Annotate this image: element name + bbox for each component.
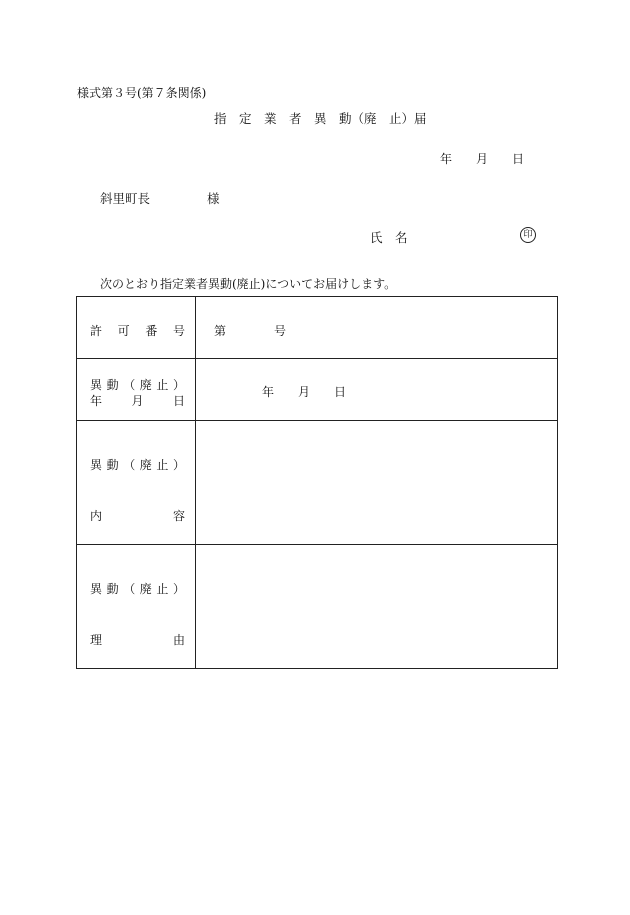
change-content-label-cell — [77, 421, 196, 545]
permit-number-prefix: 第 — [214, 324, 227, 338]
change-reason-label-b: 由 — [172, 633, 185, 647]
change-date-label-line2: 年月日 — [90, 394, 185, 408]
table-row — [77, 297, 558, 359]
change-date-label-line1: 異動（廃止） — [90, 378, 185, 392]
change-content-label-b: 容 — [172, 509, 185, 523]
applicant-name-label: 氏 名 — [370, 230, 408, 245]
honorific: 様 — [207, 191, 220, 206]
permit-number-label: 許可番号 — [90, 324, 185, 338]
change-date-month: 月 — [298, 385, 311, 399]
change-date-label-cell — [77, 359, 196, 421]
change-reason-label-a: 理 — [90, 633, 103, 647]
permit-number-value-cell[interactable] — [196, 297, 558, 359]
table-row — [77, 421, 558, 545]
change-date-day: 日 — [334, 385, 347, 399]
change-date-value-cell[interactable] — [196, 359, 558, 421]
change-reason-label-line1: 異動（廃止） — [90, 582, 185, 596]
change-content-label-a: 内 — [90, 509, 103, 523]
document-title: 指 定 業 者 異 動（廃 止）届 — [214, 111, 427, 126]
table-row — [77, 545, 558, 669]
change-reason-label-cell — [77, 545, 196, 669]
form-number: 様式第３号(第７条関係) — [77, 86, 207, 100]
change-content-value-cell[interactable] — [196, 421, 558, 545]
date-month: 月 — [476, 152, 489, 166]
intro-text: 次のとおり指定業者異動(廃止)についてお届けします。 — [100, 277, 397, 291]
change-reason-value-cell[interactable] — [196, 545, 558, 669]
notification-table — [76, 296, 558, 669]
date-day: 日 — [512, 152, 525, 166]
change-content-label-line1: 異動（廃止） — [90, 458, 185, 472]
change-date-year: 年 — [262, 385, 275, 399]
submission-date — [440, 150, 524, 167]
permit-number-suffix: 号 — [274, 324, 287, 338]
date-year: 年 — [440, 152, 453, 166]
seal-mark: 印 — [520, 227, 536, 243]
permit-number-label-cell — [77, 297, 196, 359]
addressee: 斜里町長 — [100, 191, 151, 206]
table-row — [77, 359, 558, 421]
